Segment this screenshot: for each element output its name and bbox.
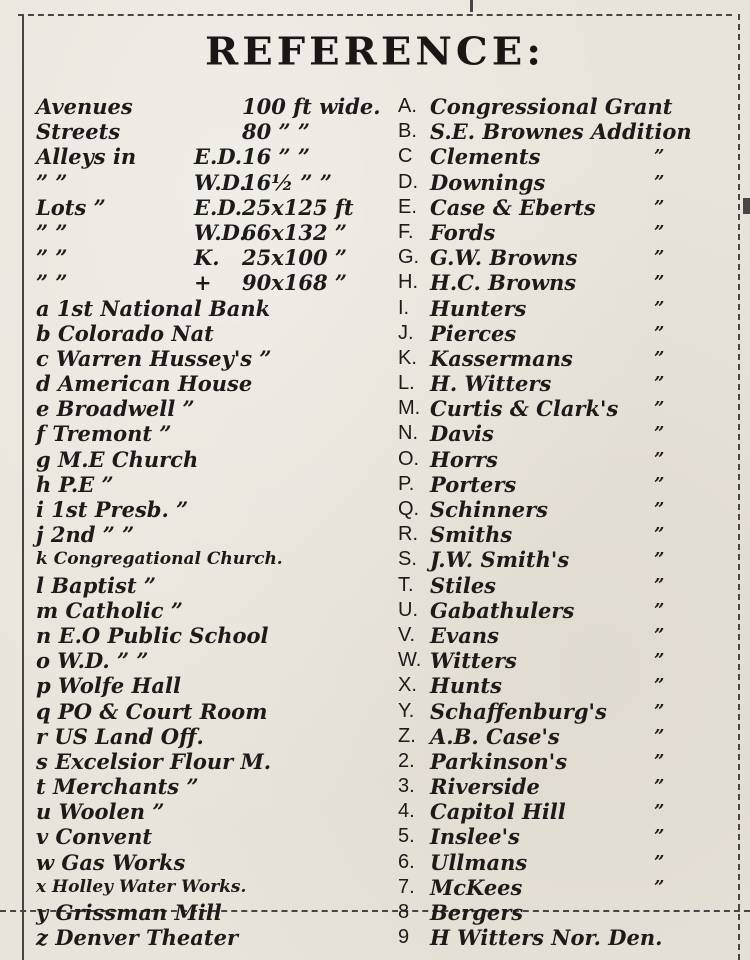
addition-row [398, 673, 728, 698]
addition-key: I. [398, 296, 410, 319]
legend-row [36, 598, 386, 623]
addition-name: Congressional Grant [430, 94, 673, 119]
legend-district: W.D. [194, 169, 247, 195]
legend-dimension: 25x100 ” [242, 245, 347, 271]
addition-key: W. [398, 649, 422, 672]
addition-key: 7. [398, 875, 415, 898]
addition-name: Pierces [430, 320, 517, 346]
addition-row [398, 270, 728, 295]
addition-key: F. [398, 220, 414, 243]
legend-label: g M.E Church [36, 446, 199, 472]
addition-row [398, 245, 728, 270]
addition-row [398, 94, 728, 119]
addition-key: C [398, 145, 413, 168]
ditto-mark: ” [654, 499, 665, 520]
addition-row [398, 296, 728, 321]
legend-label: i 1st Presb. ” [36, 497, 189, 522]
legend-row [36, 321, 386, 346]
legend-label: b Colorado Nat [36, 320, 214, 346]
legend-label: ” ” [36, 169, 68, 195]
ditto-mark: ” [654, 650, 665, 672]
legend-label: q PO & Court Room [36, 698, 268, 724]
addition-name: G.W. Browns [430, 245, 578, 271]
addition-name: Ullmans [430, 849, 528, 875]
reference-title: REFERENCE: [205, 29, 545, 74]
ditto-mark: ” [654, 196, 665, 218]
addition-row [398, 900, 728, 925]
legend-label: ” ” [36, 245, 68, 271]
legend-row [36, 673, 386, 698]
addition-row [398, 220, 728, 245]
ditto-mark: ” [654, 725, 665, 747]
addition-row [398, 472, 728, 497]
addition-key: 5. [398, 825, 415, 848]
addition-key: V. [398, 623, 416, 646]
addition-key: K. [398, 346, 417, 369]
addition-key: 4. [398, 800, 415, 823]
legend-label: Alleys in [36, 144, 137, 170]
legend-district: W.D. [194, 219, 247, 245]
ditto-mark: ” [654, 297, 665, 319]
addition-key: O. [398, 447, 420, 470]
legend-row [36, 270, 386, 295]
legend-row [36, 296, 386, 321]
addition-name: S.E. Brownes Addition [430, 119, 692, 145]
addition-row [398, 421, 728, 446]
legend-label: ” ” [36, 219, 68, 245]
ditto-mark: ” [654, 876, 665, 898]
legend-label: a 1st National Bank [36, 295, 271, 321]
legend-label: v Convent [36, 824, 153, 850]
legend-row [36, 749, 386, 774]
legend-row [36, 724, 386, 749]
legend-label: t Merchants ” [36, 774, 199, 800]
addition-key: E. [398, 195, 417, 218]
legend-row [36, 371, 386, 396]
ditto-mark: ” [654, 750, 665, 772]
addition-key: L. [398, 372, 415, 395]
legend-row [36, 850, 386, 875]
addition-row [398, 321, 728, 346]
addition-row [398, 144, 728, 169]
addition-row [398, 774, 728, 799]
addition-name: Hunts [430, 673, 502, 699]
addition-name: J.W. Smith's [430, 547, 570, 573]
addition-name: Curtis & Clark's [430, 396, 619, 422]
addition-key: 9 [398, 926, 410, 949]
legend-district: E.D. [194, 144, 243, 170]
addition-row [398, 724, 728, 749]
addition-row [398, 195, 728, 220]
legend-row [36, 648, 386, 673]
legend-label: Avenues [36, 94, 133, 119]
legend-dimension: 90x168 ” [242, 270, 347, 296]
legend-row [36, 522, 386, 547]
legend-row [36, 824, 386, 849]
addition-name: Bergers [430, 900, 524, 925]
legend-label: k Congregational Church. [36, 549, 283, 570]
legend-row [36, 119, 386, 144]
legend-label: e Broadwell ” [36, 396, 195, 422]
legend-row [36, 447, 386, 472]
addition-key: Y. [398, 699, 415, 722]
addition-name: Stiles [430, 572, 497, 598]
legend-label: m Catholic ” [36, 597, 183, 623]
addition-key: D. [398, 170, 418, 193]
legend-label: s Excelsior Flour M. [36, 748, 272, 774]
legend-row [36, 245, 386, 270]
legend-label: l Baptist ” [36, 572, 156, 598]
addition-key: Z. [398, 724, 416, 747]
legend-label: d American House [36, 371, 253, 397]
ditto-mark: ” [654, 599, 665, 621]
addition-row [398, 396, 728, 421]
legend-label: u Woolen ” [36, 799, 165, 825]
legend-label: Lots ” [36, 194, 106, 220]
legend-dimension: 100 ft wide. [242, 94, 381, 119]
street-and-building-list [36, 94, 386, 950]
legend-row [36, 346, 386, 371]
addition-name: Capitol Hill [430, 799, 566, 825]
legend-district: + [194, 270, 212, 296]
addition-key: U. [398, 598, 418, 621]
addition-key: B. [398, 120, 417, 143]
top-dashed-border [18, 14, 732, 16]
legend-row [36, 396, 386, 421]
ditto-mark: ” [654, 801, 665, 823]
legend-label: y Grissman Mill [36, 900, 222, 925]
addition-name: Case & Eberts [430, 194, 596, 220]
addition-row [398, 824, 728, 849]
legend-row [36, 799, 386, 824]
addition-name: Horrs [430, 446, 498, 472]
addition-row [398, 447, 728, 472]
addition-name: Porters [430, 471, 517, 497]
legend-label: j 2nd ” ” [36, 522, 135, 548]
ditto-mark: ” [654, 675, 665, 697]
addition-name: Inslee's [430, 824, 520, 850]
addition-row [398, 497, 728, 522]
left-border [22, 14, 24, 960]
addition-row [398, 749, 728, 774]
addition-name: Smiths [430, 522, 513, 548]
addition-name: Clements [430, 144, 541, 170]
ditto-mark: ” [654, 448, 665, 470]
legend-label: p Wolfe Hall [36, 673, 181, 699]
legend-label: Streets [36, 119, 121, 145]
legend-label: n E.O Public School [36, 622, 269, 648]
legend-label: o W.D. ” ” [36, 648, 149, 674]
legend-row [36, 623, 386, 648]
ditto-mark: ” [654, 524, 665, 546]
legend-row [36, 875, 386, 900]
legend-row [36, 699, 386, 724]
addition-key: P. [398, 472, 415, 495]
legend-district: K. [194, 245, 220, 271]
addition-row [398, 119, 728, 144]
ditto-mark: ” [654, 549, 665, 571]
ditto-mark: ” [654, 373, 665, 395]
legend-row [36, 497, 386, 522]
addition-row [398, 346, 728, 371]
addition-name: Parkinson's [430, 748, 568, 774]
legend-row [36, 144, 386, 169]
addition-row [398, 371, 728, 396]
addition-name: A.B. Case's [430, 723, 560, 749]
legend-row [36, 925, 386, 950]
addition-key: X. [398, 674, 417, 697]
legend-row [36, 195, 386, 220]
addition-key: J. [398, 321, 414, 344]
ditto-mark: ” [654, 624, 665, 646]
ditto-mark: ” [654, 473, 665, 495]
addition-name: Davis [430, 421, 494, 447]
legend-row [36, 170, 386, 195]
addition-key: H. [398, 271, 418, 294]
addition-name: Schinners [430, 497, 548, 522]
ditto-mark: ” [654, 776, 665, 798]
addition-key: 6. [398, 850, 415, 873]
ditto-mark: ” [654, 851, 665, 873]
addition-key: N. [398, 422, 418, 445]
legend-label: c Warren Hussey's ” [36, 345, 272, 371]
legend-row [36, 547, 386, 572]
ditto-mark: ” [654, 272, 665, 294]
addition-name: H.C. Browns [430, 270, 577, 296]
addition-name: Schaffenburg's [430, 698, 607, 724]
legend-row [36, 472, 386, 497]
addition-row [398, 648, 728, 673]
legend-dimension: 66x132 ” [242, 219, 347, 245]
legend-dimension: 80 ” ” [242, 119, 311, 145]
addition-name: Kassermans [430, 345, 573, 371]
addition-key: 8 [398, 901, 410, 923]
ditto-mark: ” [654, 347, 665, 369]
addition-name: Downings [430, 169, 546, 195]
ditto-mark: ” [654, 247, 665, 269]
edge-mark [743, 198, 750, 214]
addition-row [398, 170, 728, 195]
legend-label: z Denver Theater [36, 925, 239, 951]
legend-district: E.D. [194, 194, 243, 220]
addition-row [398, 573, 728, 598]
legend-label: f Tremont ” [36, 421, 172, 447]
addition-key: 3. [398, 775, 415, 798]
legend-row [36, 94, 386, 119]
addition-row [398, 850, 728, 875]
addition-name: H Witters Nor. Den. [430, 925, 663, 951]
legend-label: w Gas Works [36, 849, 186, 875]
right-dashed-border [738, 14, 740, 960]
legend-row [36, 900, 386, 925]
ditto-mark: ” [654, 574, 665, 596]
legend-label: r US Land Off. [36, 723, 204, 749]
ditto-mark: ” [654, 146, 665, 168]
addition-row [398, 699, 728, 724]
addition-name: Riverside [430, 774, 540, 800]
ditto-mark: ” [654, 221, 665, 243]
legend-label: x Holley Water Works. [36, 876, 247, 897]
addition-key: M. [398, 397, 421, 420]
legend-dimension: 16½ ” ” [242, 169, 332, 195]
addition-key: S. [398, 548, 417, 571]
legend-row [36, 220, 386, 245]
addition-name: Hunters [430, 295, 527, 321]
addition-key: R. [398, 523, 418, 546]
addition-row [398, 925, 728, 950]
addition-key: 2. [398, 749, 415, 772]
ditto-mark: ” [654, 171, 665, 193]
ditto-mark: ” [654, 423, 665, 445]
legend-row [36, 774, 386, 799]
addition-row [398, 799, 728, 824]
addition-row [398, 522, 728, 547]
addition-name: Fords [430, 219, 496, 245]
addition-row [398, 598, 728, 623]
additions-list [398, 94, 728, 950]
legend-label: h P.E ” [36, 471, 114, 497]
ditto-mark: ” [654, 398, 665, 420]
addition-key: A. [398, 95, 417, 117]
ditto-mark: ” [654, 322, 665, 344]
legend-row [36, 573, 386, 598]
ditto-mark: ” [654, 700, 665, 722]
legend-dimension: 25x125 ft [242, 194, 354, 220]
addition-name: Gabathulers [430, 597, 575, 623]
addition-key: G. [398, 246, 420, 269]
legend-label: ” ” [36, 270, 68, 296]
addition-row [398, 623, 728, 648]
addition-name: H. Witters [430, 371, 552, 397]
legend-row [36, 421, 386, 446]
addition-key: Q. [398, 498, 420, 520]
addition-name: Evans [430, 622, 499, 648]
top-edge-mark [470, 0, 473, 12]
addition-row [398, 875, 728, 900]
addition-name: Witters [430, 648, 517, 674]
ditto-mark: ” [654, 826, 665, 848]
addition-name: McKees [430, 874, 523, 900]
legend-dimension: 16 ” ” [242, 144, 311, 170]
addition-key: T. [398, 573, 414, 596]
addition-row [398, 547, 728, 572]
